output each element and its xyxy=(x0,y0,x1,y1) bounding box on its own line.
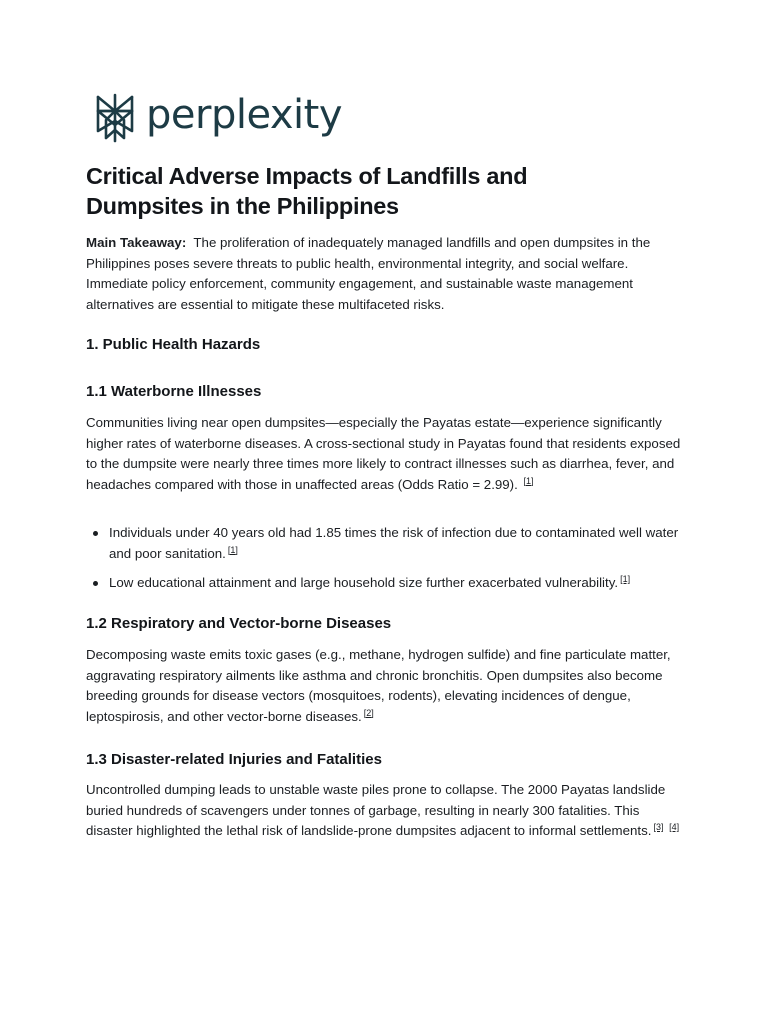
citation-link[interactable]: [4] xyxy=(669,822,680,832)
perplexity-logo-icon xyxy=(94,93,136,143)
citation-link[interactable]: [1] xyxy=(227,544,238,555)
citation-link[interactable]: [1] xyxy=(523,475,534,486)
list-item-text: Individuals under 40 years old had 1.85 times the risk of infection due to contaminated well water and poor sanitation. xyxy=(109,525,679,561)
paragraph-respiratory xyxy=(86,645,686,727)
citation-link[interactable]: [1] xyxy=(620,574,631,584)
subsection-heading-waterborne: 1.1 Waterborne Illnesses xyxy=(86,383,262,400)
main-takeaway xyxy=(86,233,686,315)
brand-logo[interactable] xyxy=(94,93,342,143)
citation-link[interactable]: [3] xyxy=(653,822,664,832)
brand-name: perplexity xyxy=(146,92,342,138)
paragraph-text: Decomposing waste emits toxic gases (e.g., methane, hydrogen sulfide) and fine particulate matter, aggravating respiratory ailments like asthma and chronic bronchitis. Open dumpsites also become breeding grounds for disease vectors (mosquitoes, rodents), elevating incidences of dengue, leptospirosis, and other vector-borne diseases. xyxy=(86,647,671,724)
subsection-heading-respiratory: 1.2 Respiratory and Vector-borne Diseases xyxy=(86,615,392,632)
risk-factor-list xyxy=(86,523,686,594)
list-item xyxy=(86,573,686,594)
takeaway-label: Main Takeaway: xyxy=(86,235,187,250)
paragraph-text: Uncontrolled dumping leads to unstable waste piles prone to collapse. The 2000 Payatas landslide buried hundreds of scavengers under tonnes of garbage, resulting in nearly 300 fatalities. This disaster highlighted the lethal risk of landslide-prone dumpsites adjacent to informal settlements. xyxy=(86,782,666,838)
section-heading-public-health: 1. Public Health Hazards xyxy=(86,336,261,353)
paragraph-text: Communities living near open dumpsites—especially the Payatas estate—experience significantly higher rates of waterborne diseases. A cross-sectional study in Payatas found that residents exposed to the dumpsite were nearly three times more likely to contract illnesses such as diarrhea, fever, and headaches compared with those in unaffected areas (Odds Ratio = 2.99). xyxy=(86,415,681,492)
paragraph-waterborne xyxy=(86,413,686,495)
list-item xyxy=(86,523,686,564)
takeaway-text: The proliferation of inadequately managed landfills and open dumpsites in the Philippines poses severe threats to public health, environmental integrity, and social welfare. Immediate policy enforcement, community engagement, and sustainable waste management alternatives are essential to mitigate these multifaceted risks. xyxy=(86,235,651,312)
citation-link[interactable]: [2] xyxy=(363,707,374,718)
list-item-text: Low educational attainment and large household size further exacerbated vulnerability. xyxy=(109,575,619,590)
paragraph-disaster xyxy=(86,780,686,842)
page-title: Critical Adverse Impacts of Landfills and Dumpsites in the Philippines xyxy=(86,163,528,219)
subsection-heading-disaster: 1.3 Disaster-related Injuries and Fatalities xyxy=(86,751,382,768)
